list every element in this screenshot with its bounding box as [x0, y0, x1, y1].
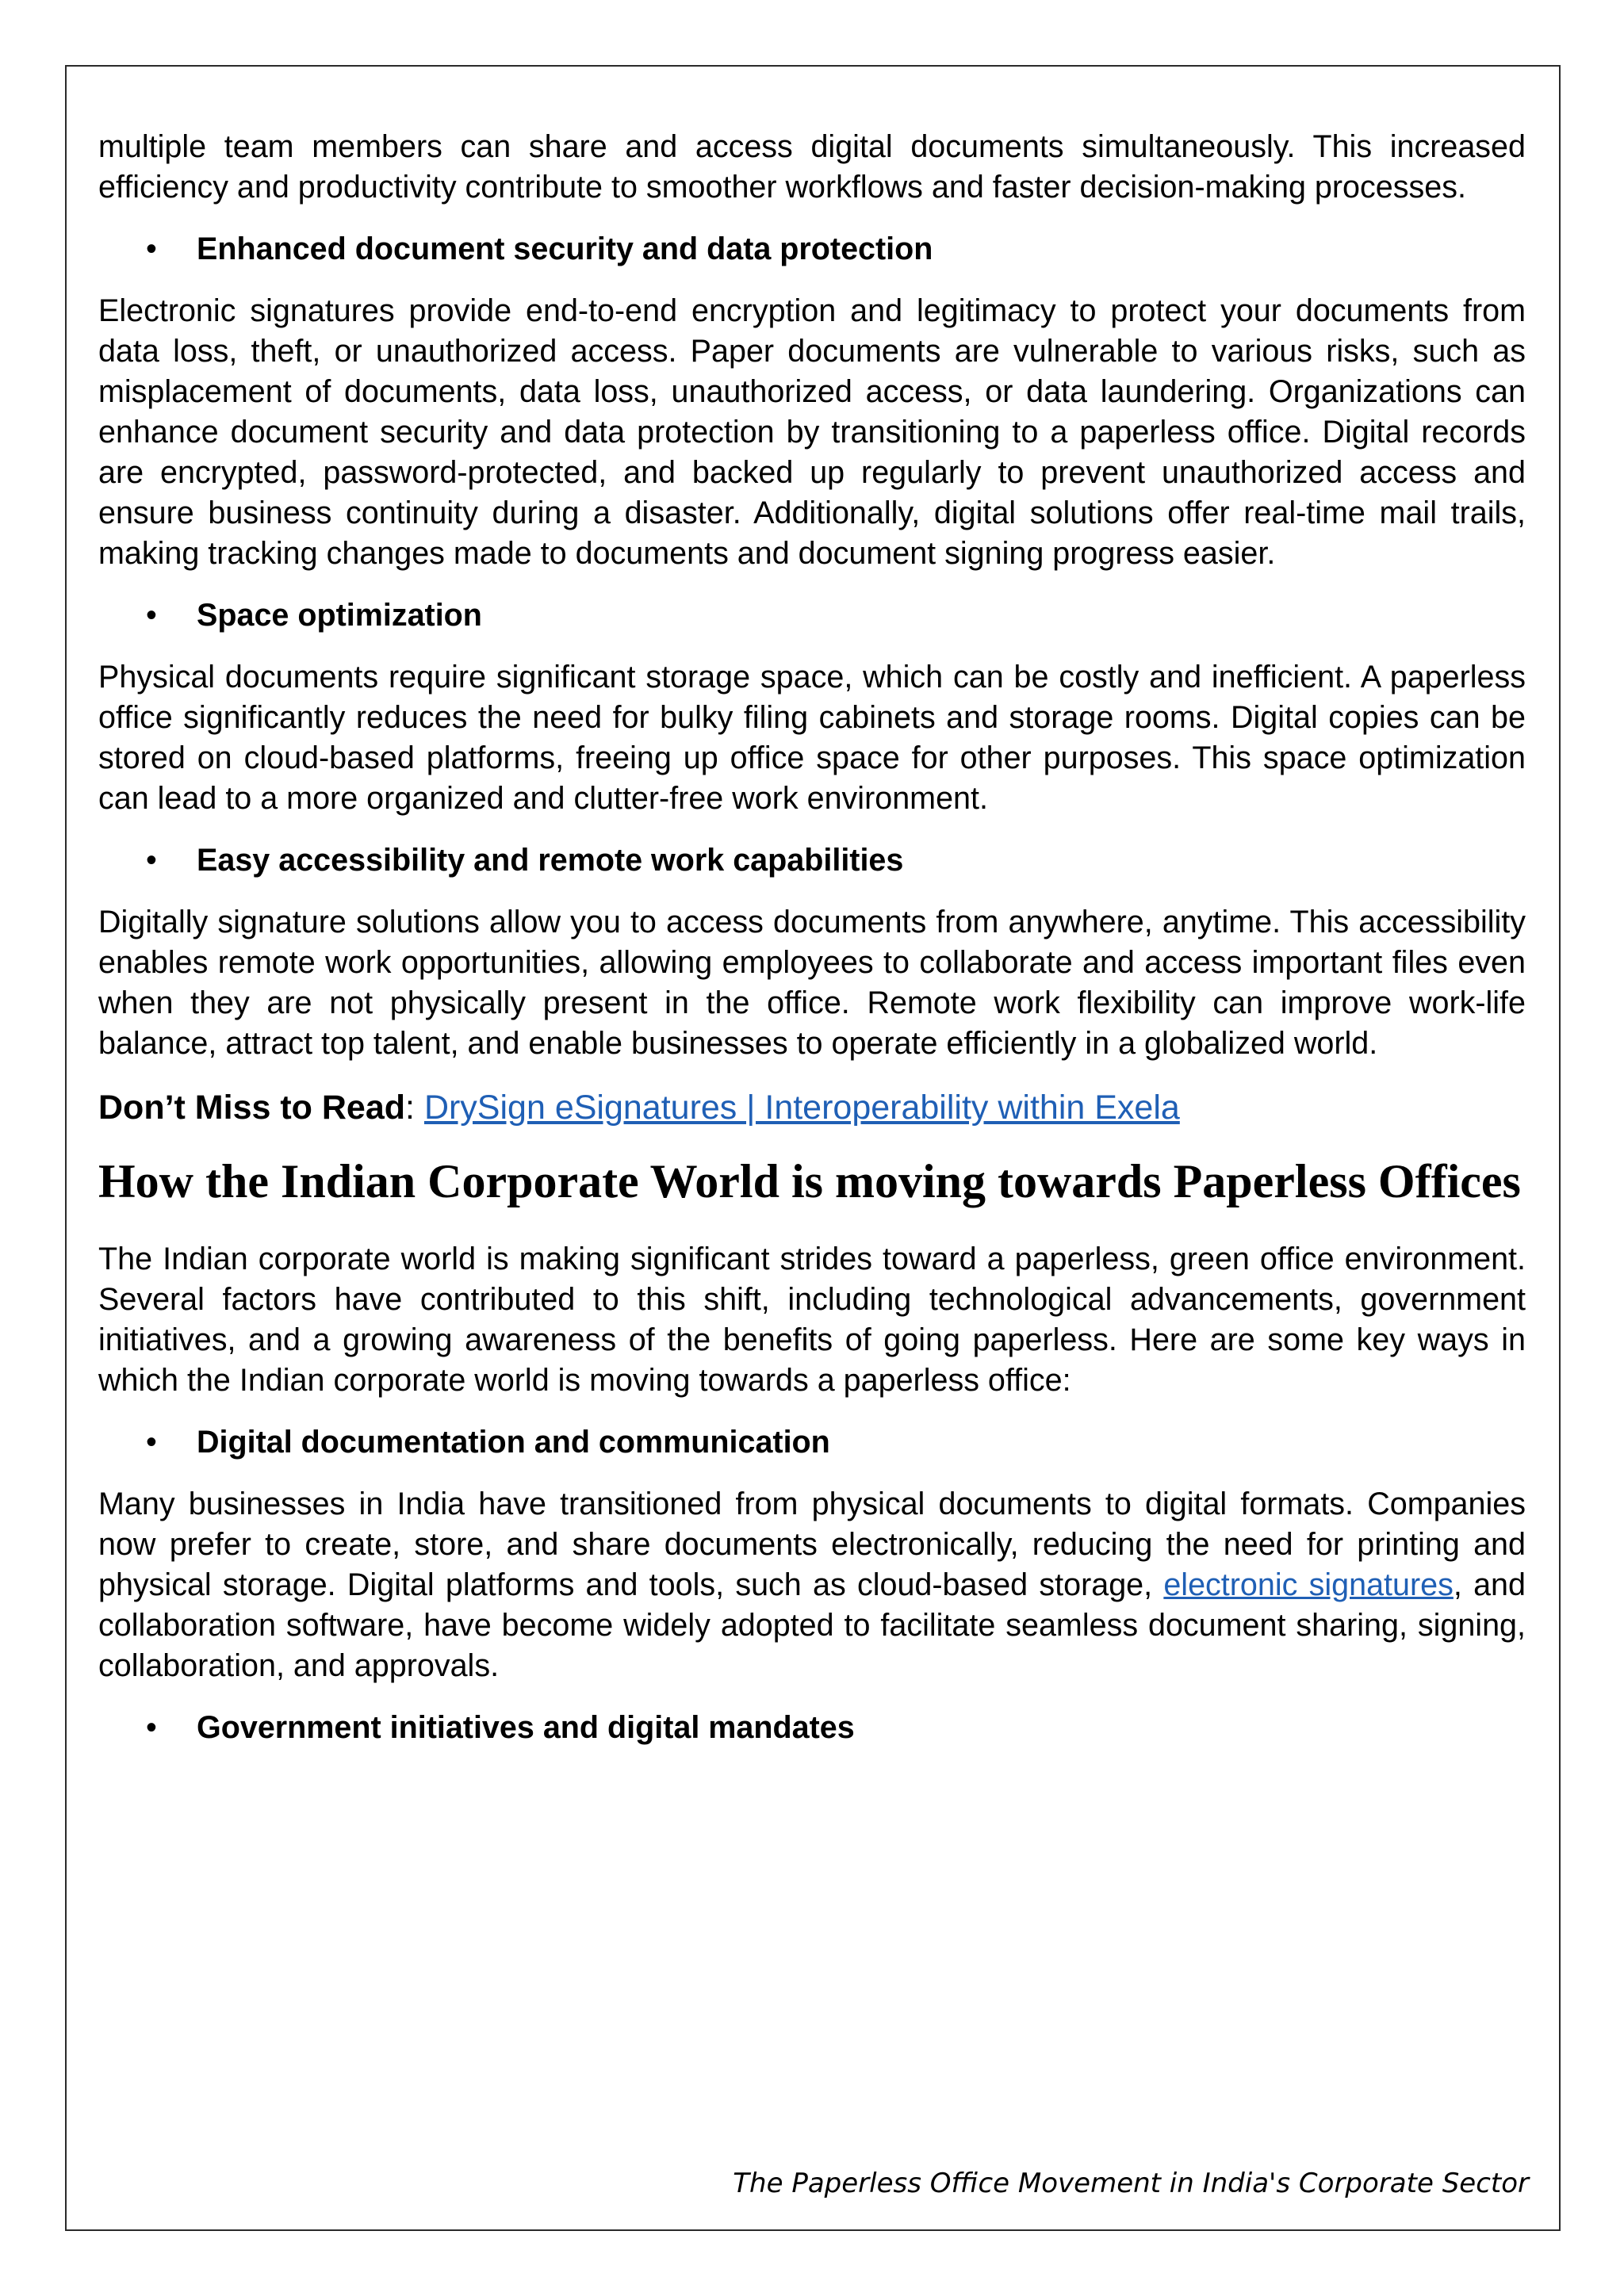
paragraph-accessibility: Digitally signature solutions allow you to access documents from anywhere, anytime. This accessibility enables remote work opportunities, allowing employees to collaborate and access important files even when they are not physically present in the office. Remote work flexibility can improve work-life balance, attract top talent, and enable businesses to operate efficiently in a globalized world. [98, 905, 1526, 1061]
paragraph-intro-continuation: multiple team members can share and access digital documents simultaneously. This increased efficiency and productivity contribute to smoother workflows and faster decision-making processes. [98, 129, 1526, 205]
section-heading: How the Indian Corporate World is moving towards Paperless Offices [98, 1155, 1521, 1207]
read-more-label: Don’t Miss to Read [98, 1089, 406, 1127]
bullet-security [98, 229, 1526, 270]
read-more-line [98, 1085, 1526, 1130]
bullet-label: Enhanced document security and data protection [197, 232, 933, 266]
bullet-government [98, 1708, 1526, 1748]
bullet-label: Digital documentation and communication [197, 1425, 830, 1460]
paragraph-security: Electronic signatures provide end-to-end encryption and legitimacy to protect your documents from data loss, theft, or unauthorized access. Paper documents are vulnerable to various risks, such as misplacement of documents, data loss, unauthorized access, or data laundering. Organizations can enhance document security and data protection by transitioning to a paperless office. Digital records are encrypted, password-protected, and backed up regularly to prevent unauthorized access and ensure business continuity during a disaster. Additionally, digital solutions offer real-time mail trails, making tracking changes made to documents and document signing progress easier. [98, 293, 1526, 571]
electronic-signatures-link[interactable]: electronic signatures [1163, 1567, 1454, 1602]
page-footer: The Paperless Office Movement in India's Corporate Sector [733, 2168, 1529, 2199]
bullet-icon: • [146, 1710, 157, 1745]
bullet-label: Government initiatives and digital mandates [197, 1710, 855, 1745]
bullet-label: Space optimization [197, 598, 482, 633]
paragraph-text: Many businesses in India have transitioned from physical documents to digital formats. Companies now prefer to create, store, and share documents electronically, reducing the need for printing and physical storage. Digital platforms and tools, such as cloud-based storage, [98, 1487, 1526, 1602]
paragraph-digital-documentation [98, 1484, 1526, 1686]
bullet-digital-documentation [98, 1422, 1526, 1463]
bullet-icon: • [146, 598, 157, 633]
bullet-icon: • [146, 1425, 157, 1460]
paragraph-text: , and collaboration software, have become widely adopted to facilitate seamless document sharing, signing, collaboration, and approvals. [98, 1567, 1526, 1683]
document-body [98, 127, 1526, 1770]
paragraph-indian-corporate: The Indian corporate world is making significant strides toward a paperless, green office environment. Several factors have contributed to this shift, including technological advancements, government initiatives, and a growing awareness of the benefits of going paperless. Here are some key ways in which the Indian corporate world is moving towards a paperless office: [98, 1242, 1526, 1398]
read-more-link[interactable]: DrySign eSignatures | Interoperability within Exela [423, 1089, 1180, 1127]
paragraph-space: Physical documents require significant storage space, which can be costly and inefficient. A paperless office significantly reduces the need for bulky filing cabinets and storage rooms. Digital copies can be stored on cloud-based platforms, freeing up office space for other purposes. This space optimization can lead to a more organized and clutter-free work environment. [98, 660, 1526, 816]
bullet-icon: • [146, 232, 157, 266]
bullet-space [98, 595, 1526, 636]
read-more-separator: : [405, 1089, 424, 1127]
bullet-icon: • [146, 843, 157, 878]
bullet-accessibility [98, 840, 1526, 881]
bullet-label: Easy accessibility and remote work capabilities [197, 843, 904, 878]
